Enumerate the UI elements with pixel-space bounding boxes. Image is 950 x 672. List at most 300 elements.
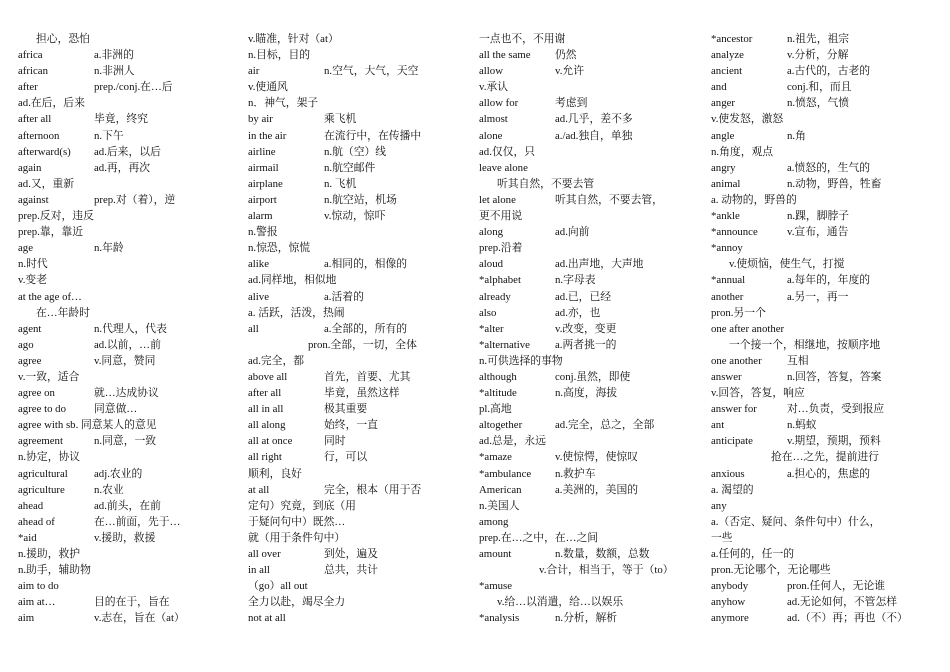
definition: 在…前面，先于…: [94, 515, 181, 528]
entry-line: [248, 562, 448, 578]
entry-line: a. 动物的，野兽的: [711, 193, 797, 206]
headword: and: [711, 81, 727, 94]
entry-line: [248, 417, 448, 433]
entry-line: [18, 63, 218, 79]
entry-line: [711, 176, 911, 192]
definition: pron.任何人，无论谁: [787, 580, 886, 593]
entry-line: a. 渴望的: [711, 483, 754, 496]
entry-line: [711, 63, 911, 79]
definition: v.改变，变更: [555, 322, 617, 335]
entry-line: *amuse: [479, 580, 512, 593]
entry-line: [711, 47, 911, 63]
definition: ad.无论如何，不管怎样: [787, 596, 898, 609]
headword: at all: [248, 483, 270, 496]
headword: also: [479, 306, 497, 319]
entry-line: [248, 111, 448, 127]
headword: anxious: [711, 467, 745, 480]
headword: aim: [18, 612, 35, 625]
headword: africa: [18, 49, 43, 62]
definition: ad.出声地，大声地: [555, 258, 644, 271]
entry-line: v.瞄准，针对（at）: [248, 33, 339, 45]
entry-line: [479, 417, 679, 433]
column-2: [248, 31, 448, 626]
entry-line: v.使通风: [248, 81, 288, 94]
entry-line: [248, 321, 448, 337]
definition: 同时: [324, 435, 346, 448]
headword: by air: [248, 113, 273, 126]
headword: aim at…: [18, 596, 56, 609]
entry-line: [248, 176, 448, 192]
definition: a.相同的，相像的: [324, 258, 408, 271]
headword: airplane: [248, 177, 283, 190]
headword: agree to do: [18, 403, 66, 416]
headword: *altitude: [479, 387, 517, 400]
headword: already: [479, 290, 511, 303]
entry-line: [479, 321, 679, 337]
headword: almost: [479, 113, 508, 126]
definition: adj.农业的: [94, 467, 143, 480]
entry-line: ad.完全，都: [248, 354, 305, 367]
definition: ad.完全，总之，全部: [555, 419, 655, 432]
headword: alike: [248, 258, 269, 271]
entry-line: [18, 401, 218, 417]
headword: alive: [248, 290, 269, 303]
entry-line: [18, 530, 218, 546]
headword: all at once: [248, 435, 293, 448]
headword: *analysis: [479, 612, 520, 625]
entry-line: v.使发怒，激怒: [711, 113, 784, 126]
entry-line: [711, 160, 911, 176]
definition: prep./conj.在…后: [94, 81, 173, 94]
headword: all over: [248, 548, 281, 560]
entry-line: pl.高地: [479, 403, 512, 416]
entry-line: prep.在…之中，在…之间: [479, 531, 599, 544]
entry-line: [18, 594, 218, 610]
headword: *alternative: [479, 338, 530, 351]
entry-line: 一个接一个，相继地，按顺序地: [729, 338, 881, 351]
headword: analyze: [711, 49, 744, 62]
definition: a.担心的，焦虑的: [787, 467, 871, 480]
entry-line: ad.总是，永远: [479, 435, 546, 448]
entry-line: [479, 256, 679, 272]
definition: v.允许: [555, 65, 584, 78]
entry-line: [711, 31, 911, 47]
entry-line: [18, 79, 218, 95]
definition: n.踝，脚脖子: [787, 210, 850, 223]
entry-line: [711, 401, 911, 417]
entry-line: v.使烦恼，使生气，打搅: [729, 258, 845, 271]
definition: v.同意，赞同: [94, 354, 156, 367]
definition: ad.亦，也: [555, 306, 601, 319]
entry-line: n.助手，辅助物: [18, 564, 91, 577]
definition: 乘飞机: [324, 113, 357, 126]
headword: *amaze: [479, 451, 512, 464]
entry-line: *annoy: [711, 242, 743, 255]
definition: n.回答，答复，答案: [787, 370, 882, 383]
headword: age: [18, 242, 33, 255]
headword: all: [248, 322, 259, 335]
entry-line: [479, 95, 679, 111]
definition: a.另一，再一: [787, 290, 849, 303]
definition: n.字母表: [555, 274, 596, 287]
headword: afterward(s): [18, 145, 71, 158]
entry-line: 在…年龄时: [36, 306, 90, 319]
entry-line: one after another: [711, 322, 785, 335]
entry-line: n.角度，观点: [711, 145, 774, 158]
definition: 考虑到: [555, 97, 588, 110]
entry-line: v.一致，适合: [18, 370, 80, 383]
entry-line: 担心，恐怕: [36, 33, 90, 45]
entry-line: [479, 192, 679, 208]
definition: n.空气，大气，天空: [324, 65, 419, 78]
entry-line: 于疑问句中）既然…: [248, 515, 346, 528]
entry-line: pron.另一个: [711, 306, 766, 319]
entry-line: [18, 466, 218, 482]
definition: n.代理人，代表: [94, 322, 167, 335]
definition: n.蚂蚁: [787, 419, 817, 432]
definition: a.非洲的: [94, 49, 134, 62]
headword: ant: [711, 419, 725, 432]
entry-line: v.回答，答复，响应: [711, 387, 805, 400]
entry-line: [711, 95, 911, 111]
entry-line: leave alone: [479, 161, 528, 174]
entry-line: [248, 128, 448, 144]
headword: anyhow: [711, 596, 746, 609]
entry-line: 顺利，良好: [248, 467, 302, 480]
definition: n.航（空）线: [324, 145, 387, 158]
entry-line: n.目标，目的: [248, 49, 311, 62]
definition: a.美洲的，美国的: [555, 483, 639, 496]
headword: *alter: [479, 322, 504, 335]
entry-line: [711, 79, 911, 95]
headword: air: [248, 65, 260, 78]
entry-line: 就（用于条件句中）: [248, 531, 346, 544]
entry-line: [248, 433, 448, 449]
entry-line: [479, 128, 679, 144]
headword: agriculture: [18, 483, 65, 496]
entry-line: [711, 433, 911, 449]
entry-line: pron.无论哪个，无论哪些: [711, 564, 831, 577]
definition: 行，可以: [324, 451, 368, 464]
entry-line: n.协定，协议: [18, 451, 81, 464]
entry-line: [711, 208, 911, 224]
entry-line: [711, 610, 911, 626]
definition: v.分析，分解: [787, 49, 849, 62]
entry-line: n.可供选择的事物: [479, 354, 563, 367]
headword: altogether: [479, 419, 523, 432]
entry-line: [18, 482, 218, 498]
headword: anybody: [711, 580, 749, 593]
headword: airport: [248, 193, 277, 206]
entry-line: [711, 369, 911, 385]
headword: after all: [248, 387, 282, 400]
definition: n. 飞机: [324, 177, 357, 190]
definition: v.期望，预期，预料: [787, 435, 881, 448]
headword: agree on: [18, 387, 55, 400]
entry-line: 一些: [711, 531, 733, 544]
entry-line: [479, 289, 679, 305]
entry-line: 抢在…之先，提前进行: [771, 451, 879, 464]
entry-line: [711, 272, 911, 288]
entry-line: [479, 385, 679, 401]
entry-line: [18, 128, 218, 144]
definition: v.志在，旨在（at）: [94, 612, 185, 625]
entry-line: n.时代: [18, 258, 48, 271]
headword: ahead: [18, 499, 44, 512]
headword: alone: [479, 129, 503, 142]
headword: all the same: [479, 49, 531, 62]
definition: 到处，遍及: [324, 548, 378, 560]
definition: a.两者挑一的: [555, 338, 617, 351]
entry-line: [479, 47, 679, 63]
definition: n.航空邮件: [324, 161, 376, 174]
entry-line: [248, 192, 448, 208]
definition: ad.已，已经: [555, 290, 612, 303]
entry-line: ad.在后，后来: [18, 97, 85, 110]
definition: 同意做…: [94, 403, 138, 416]
definition: ad.后来，以后: [94, 145, 161, 158]
definition: v.惊动，惊吓: [324, 210, 386, 223]
definition: conj.和，而且: [787, 81, 852, 94]
entry-line: aim to do: [18, 580, 59, 593]
entry-line: [711, 353, 911, 369]
entry-line: [248, 256, 448, 272]
definition: ad.几乎，差不多: [555, 113, 633, 126]
entry-line: ad.仅仅，只: [479, 145, 536, 158]
headword: ahead of: [18, 515, 55, 528]
entry-line: [711, 128, 911, 144]
entry-line: [18, 610, 218, 626]
entry-line: [18, 385, 218, 401]
definition: 目的在于，旨在: [94, 596, 170, 609]
entry-line: [711, 578, 911, 594]
entry-line: [479, 337, 679, 353]
definition: prep.对（着），逆: [94, 193, 176, 206]
headword: answer for: [711, 403, 757, 416]
definition: v.使惊愕，使惊叹: [555, 451, 638, 464]
entry-line: n.援助，救护: [18, 548, 81, 560]
headword: afternoon: [18, 129, 60, 142]
entry-line: [18, 498, 218, 514]
entry-line: n.惊恐，惊慌: [248, 242, 311, 255]
entry-line: [18, 353, 218, 369]
definition: n.分析，解析: [555, 612, 618, 625]
entry-line: among: [479, 515, 509, 528]
headword: American: [479, 483, 522, 496]
definition: ad.前头，在前: [94, 499, 161, 512]
headword: airline: [248, 145, 276, 158]
headword: although: [479, 370, 517, 383]
headword: after all: [18, 113, 52, 126]
headword: in all: [248, 564, 270, 577]
definition: 毕竟，终究: [94, 113, 148, 126]
column-3: [479, 31, 679, 626]
definition: a.愤怒的，生气的: [787, 161, 871, 174]
definition: n.航空站，机场: [324, 193, 397, 206]
entry-line: [248, 385, 448, 401]
headword: in the air: [248, 129, 287, 142]
definition: 始终，一直: [324, 419, 378, 432]
definition: n.救护车: [555, 467, 596, 480]
entry-line: [711, 289, 911, 305]
column-1: [18, 31, 218, 626]
headword: let alone: [479, 193, 516, 206]
headword: agricultural: [18, 467, 68, 480]
headword: airmail: [248, 161, 279, 174]
entry-line: agree with sb. 同意某人的意见: [18, 419, 157, 432]
definition: 互相: [787, 354, 809, 367]
entry-line: [248, 546, 448, 562]
entry-line: n.警报: [248, 226, 278, 239]
entry-line: pron.全部，一切，全体: [308, 338, 417, 351]
definition: n.非洲人: [94, 65, 135, 78]
entry-line: [248, 289, 448, 305]
entry-line: 更不用说: [479, 210, 523, 223]
entry-line: [248, 144, 448, 160]
entry-line: 全力以赴，竭尽全力: [248, 596, 346, 609]
headword: alarm: [248, 210, 273, 223]
entry-line: [18, 321, 218, 337]
headword: allow: [479, 65, 503, 78]
definition: 首先，首要、尤其: [324, 370, 411, 383]
definition: 毕竟，虽然这样: [324, 387, 400, 400]
entry-line: a.任何的，任一的: [711, 548, 795, 560]
definition: 极其重要: [324, 403, 368, 416]
entry-line: [18, 47, 218, 63]
entry-line: [479, 224, 679, 240]
entry-line: ad.又，重新: [18, 177, 75, 190]
definition: 完全，根本（用于否: [324, 483, 422, 496]
headword: ancient: [711, 65, 743, 78]
entry-line: [18, 160, 218, 176]
definition: n.祖先，祖宗: [787, 33, 850, 45]
headword: angry: [711, 161, 736, 174]
definition: 在流行中，在传播中: [324, 129, 422, 142]
headword: another: [711, 290, 744, 303]
definition: n.同意，一致: [94, 435, 157, 448]
entry-line: [18, 337, 218, 353]
definition: a./ad.独自，单独: [555, 129, 633, 142]
headword: all along: [248, 419, 286, 432]
headword: against: [18, 193, 49, 206]
entry-line: [18, 192, 218, 208]
entry-line: 听其自然，不要去管: [497, 177, 595, 190]
entry-line: v.给…以消遣，给…以娱乐: [497, 596, 624, 609]
headword: *annual: [711, 274, 746, 287]
headword: agent: [18, 322, 42, 335]
headword: aloud: [479, 258, 503, 271]
headword: animal: [711, 177, 741, 190]
entry-line: n.美国人: [479, 499, 520, 512]
entry-line: [479, 449, 679, 465]
definition: n.高度，海拔: [555, 387, 618, 400]
entry-line: [248, 449, 448, 465]
headword: amount: [479, 548, 512, 560]
entry-line: [18, 433, 218, 449]
definition: ad.再，再次: [94, 161, 151, 174]
definition: 就…达成协议: [94, 387, 159, 400]
entry-line: [18, 144, 218, 160]
headword: after: [18, 81, 38, 94]
headword: *alphabet: [479, 274, 521, 287]
definition: ad.向前: [555, 226, 590, 239]
entry-line: v.变老: [18, 274, 47, 287]
entry-line: prep.靠，靠近: [18, 226, 84, 239]
entry-line: [248, 208, 448, 224]
entry-line: [711, 594, 911, 610]
definition: ad.（不）再；再也（不）: [787, 612, 908, 625]
definition: conj.虽然，即使: [555, 370, 631, 383]
definition: n.愤怒，气愤: [787, 97, 850, 110]
definition: v.宣布，通告: [787, 226, 849, 239]
entry-line: [479, 111, 679, 127]
entry-line: [479, 466, 679, 482]
headword: *ankle: [711, 210, 740, 223]
headword: agree: [18, 354, 42, 367]
entry-line: prep.沿着: [479, 242, 523, 255]
headword: *ancestor: [711, 33, 753, 45]
entry-line: v.承认: [479, 81, 508, 94]
entry-line: 定句）究竟，到底（用: [248, 499, 356, 512]
entry-line: [248, 482, 448, 498]
definition: a.古代的，古老的: [787, 65, 871, 78]
headword: ago: [18, 338, 34, 351]
headword: anger: [711, 97, 735, 110]
entry-line: [479, 63, 679, 79]
entry-line: ad.同样地，相似地: [248, 274, 337, 287]
entry-line: [18, 111, 218, 127]
entry-line: v.合计，相当于，等于（to）: [539, 564, 674, 577]
headword: above all: [248, 370, 288, 383]
entry-line: [248, 369, 448, 385]
definition: a.全部的，所有的: [324, 322, 408, 335]
entry-line: [711, 417, 911, 433]
entry-line: [479, 369, 679, 385]
definition: n.下午: [94, 129, 124, 142]
column-4: [711, 31, 911, 626]
definition: ad.以前，…前: [94, 338, 161, 351]
entry-line: any: [711, 499, 727, 512]
entry-line: [18, 240, 218, 256]
entry-line: [711, 224, 911, 240]
definition: v.援助，救援: [94, 531, 156, 544]
definition: n.动物，野兽，牲畜: [787, 177, 882, 190]
headword: *ambulance: [479, 467, 532, 480]
entry-line: [479, 305, 679, 321]
headword: all in all: [248, 403, 284, 416]
definition: n.年龄: [94, 242, 124, 255]
headword: again: [18, 161, 42, 174]
headword: *aid: [18, 531, 37, 544]
entry-line: n．神气，架子: [248, 97, 319, 110]
definition: a.活着的: [324, 290, 364, 303]
headword: anymore: [711, 612, 749, 625]
headword: one another: [711, 354, 762, 367]
headword: answer: [711, 370, 742, 383]
headword: anticipate: [711, 435, 753, 448]
entry-line: [479, 546, 679, 562]
headword: all right: [248, 451, 282, 464]
definition: 仍然: [555, 49, 577, 62]
definition: n.角: [787, 129, 806, 142]
entry-line: prep.反对，违反: [18, 210, 94, 223]
definition: 听其自然，不要去管，: [555, 193, 663, 206]
headword: allow for: [479, 97, 519, 110]
entry-line: [18, 514, 218, 530]
entry-line: at the age of…: [18, 290, 82, 303]
definition: n.数量，数额，总数: [555, 548, 650, 560]
headword: agreement: [18, 435, 63, 448]
